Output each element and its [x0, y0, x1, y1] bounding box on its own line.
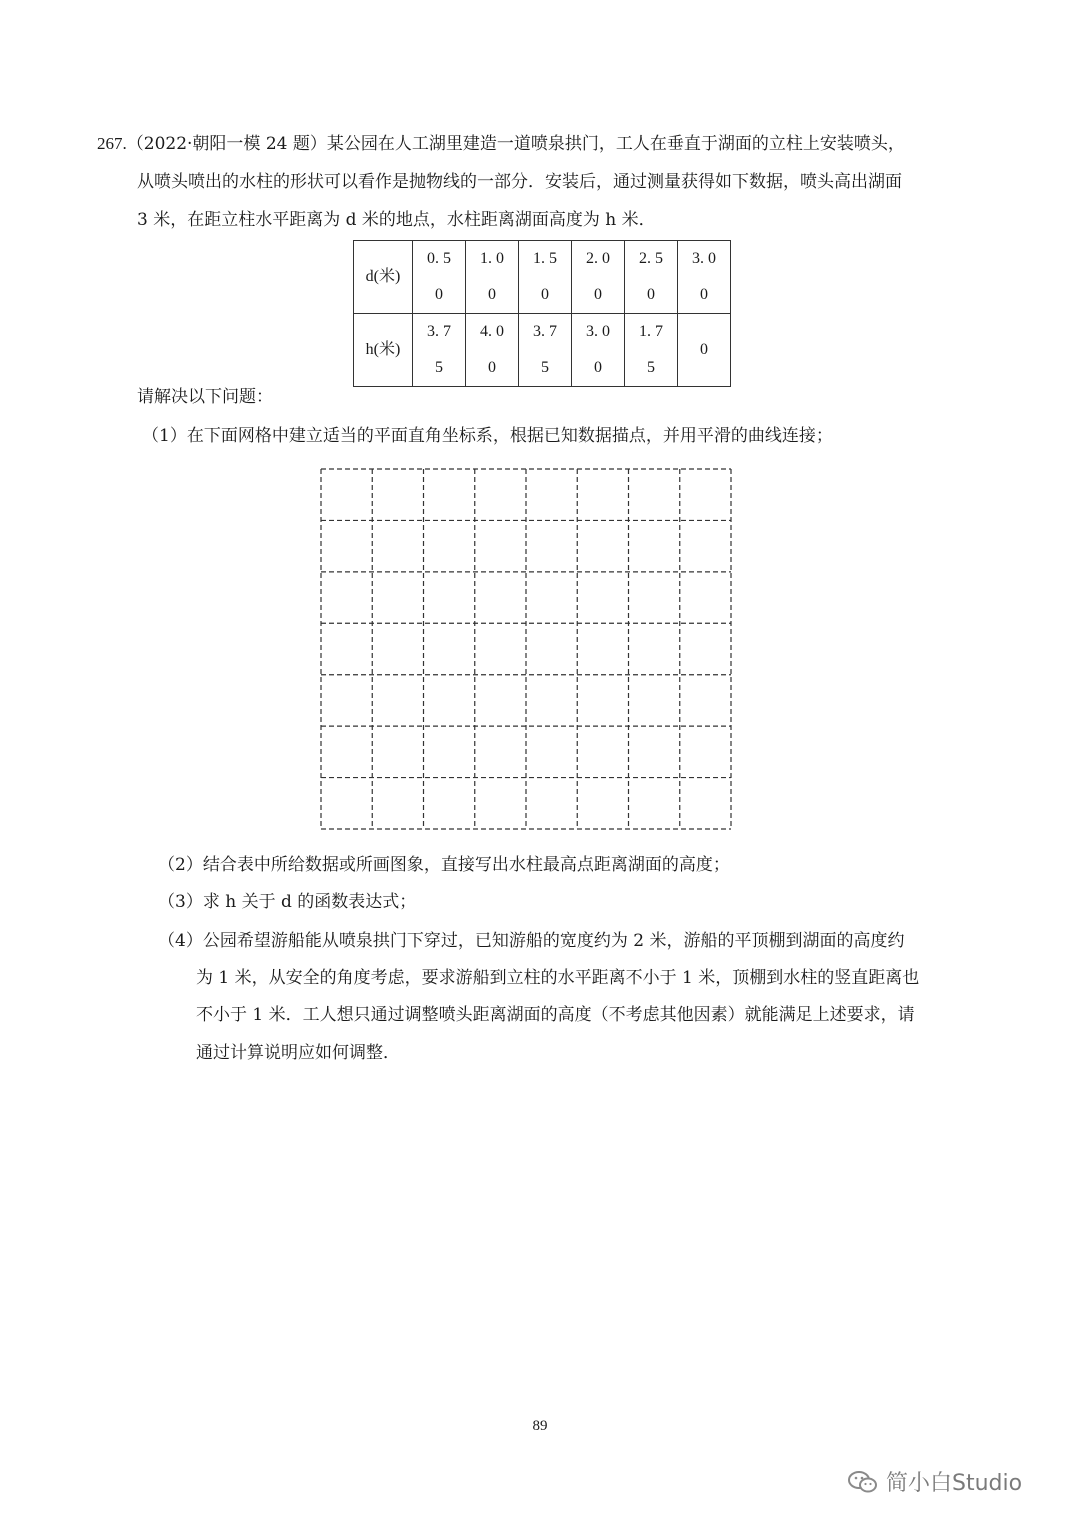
part-4-line-4: 通过计算说明应如何调整．	[196, 1043, 400, 1063]
watermark	[848, 1466, 1022, 1497]
table-header-h: h(米)	[354, 314, 413, 387]
prompt-text: 请解决以下问题：	[137, 387, 273, 407]
table-row-h	[354, 314, 731, 387]
table-cell: 3. 7 5	[519, 314, 572, 387]
table-cell: 0	[678, 314, 731, 387]
question-number: 267.	[97, 134, 127, 153]
table-cell: 0. 5 0	[413, 241, 466, 314]
table-cell: 2. 5 0	[625, 241, 678, 314]
grid-svg	[320, 468, 732, 830]
watermark-text: 简小白Studio	[886, 1471, 1023, 1496]
question-line-2: 从喷头喷出的水柱的形状可以看作是抛物线的一部分．安装后，通过测量获得如下数据，喷头高出湖面	[137, 172, 902, 192]
table-cell: 2. 0 0	[572, 241, 625, 314]
table-cell: 1. 0 0	[466, 241, 519, 314]
part-4-line-2: 为 1 米，从安全的角度考虑，要求游船到立柱的水平距离不小于 1 米，顶棚到水柱的竖直距离也	[196, 968, 920, 988]
table-cell: 4. 0 0	[466, 314, 519, 387]
page-number: 89	[532, 1418, 548, 1434]
part-2-text: （2）结合表中所给数据或所画图象，直接写出水柱最高点距离湖面的高度；	[158, 855, 730, 875]
data-table	[353, 240, 731, 387]
part-1-text: （1）在下面网格中建立适当的平面直角坐标系，根据已知数据描点，并用平滑的曲线连接；	[142, 426, 833, 446]
part-4-line-3: 不小于 1 米．工人想只通过调整喷头距离湖面的高度（不考虑其他因素）就能满足上述要求，请	[196, 1005, 915, 1025]
answer-grid	[320, 468, 732, 830]
question-text-1: （2022·朝阳一模 24 题）某公园在人工湖里建造一道喷泉拱门，工人在垂直于湖面的立柱上安装喷头，	[126, 134, 905, 154]
table-header-d: d(米)	[354, 241, 413, 314]
table-cell: 3. 0 0	[572, 314, 625, 387]
part-4-line-1: （4）公园希望游船能从喷泉拱门下穿过，已知游船的宽度约为 2 米，游船的平顶棚到湖面的高度约	[158, 931, 905, 951]
table-cell: 1. 7 5	[625, 314, 678, 387]
question-line-1	[97, 132, 905, 156]
wechat-icon	[848, 1470, 878, 1494]
table-cell: 3. 7 5	[413, 314, 466, 387]
table-cell: 3. 0 0	[678, 241, 731, 314]
table-cell: 1. 5 0	[519, 241, 572, 314]
table-row-d	[354, 241, 731, 314]
part-3-text: （3）求 h 关于 d 的函数表达式；	[158, 892, 417, 912]
question-line-3: 3 米，在距立柱水平距离为 d 米的地点，水柱距离湖面高度为 h 米．	[137, 210, 656, 230]
